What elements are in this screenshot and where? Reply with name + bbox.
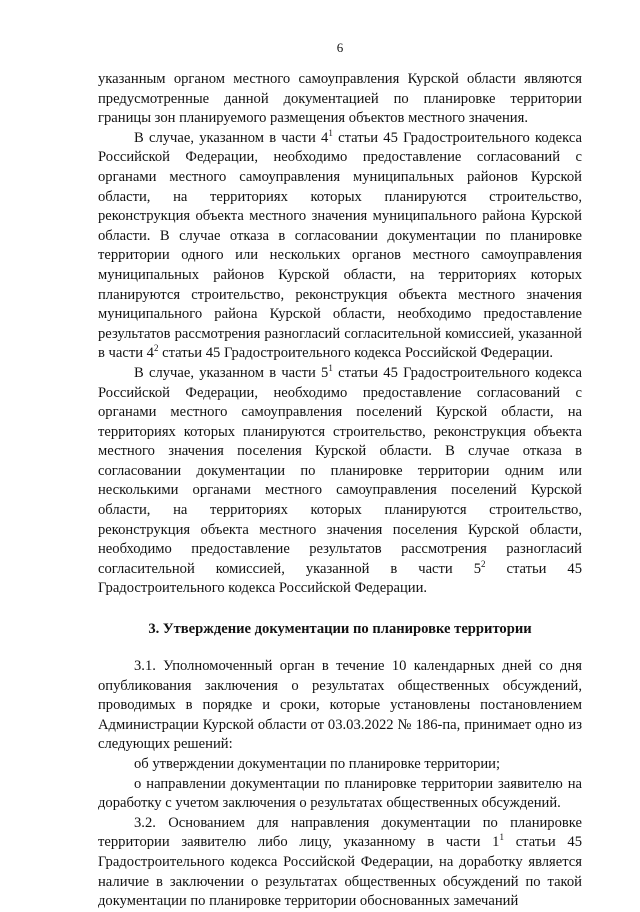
paragraph-continuation: указанным органом местного самоуправления Курской области являются предусмотренные данной документацией по планировке территории границы зон планируемого размещения объектов местного значения.: [98, 71, 582, 127]
superscript: 1: [499, 832, 504, 843]
text-run: В случае, указанном в части 4: [134, 129, 329, 146]
superscript: 1: [328, 363, 333, 374]
paragraph-3-2: [98, 814, 582, 912]
text-run: статьи 45 Градостроительного кодекса Российской Федерации.: [158, 345, 554, 362]
text-run: статьи 45 Градостроительного кодекса Российской Федерации, необходимо предоставление согласований с органами местного самоуправления муниципальных районов Курской области, на территориях которых планируются строительство, реконструкция объекта местного значения муниципального района Курской области. В случае отказа в согласовании документации по планировке территории одного или нескольких органов местного самоуправления муниципальных районов Курской области, на территориях которых планируются строительство, реконструкция объекта местного значения муниципального района Курской области, необходимо предоставление результатов рассмотрения разногласий согласительной комиссией, указанной в части 4: [98, 129, 582, 362]
text-run: статьи 45 Градостроительного кодекса Российской Федерации, на доработку является наличие в заключении о результатах общественных обсуждений по такой документации по планировке территории обоснованных замечаний: [98, 834, 582, 910]
text-run: статьи 45 Градостроительного кодекса Российской Федерации.: [98, 560, 582, 597]
list-item-revision: о направлении документации по планировке территории заявителю на доработку с учетом заключения о результатах общественных обсуждений.: [98, 775, 582, 812]
list-item-approval: об утверждении документации по планировке территории;: [134, 756, 501, 772]
section-heading: 3. Утверждение документации по планировке территории: [148, 621, 532, 638]
paragraph-part-5-1: [98, 364, 582, 599]
text-run: В случае, указанном в части 5: [134, 364, 329, 381]
paragraph-3-1: 3.1. Уполномоченный орган в течение 10 календарных дней со дня опубликования заключения о результатах общественных обсуждений, проводимых в порядке и сроки, которые установлены постановлением Администрации Курской области от 03.03.2022 № 186-па, принимает одно из следующих решений:: [98, 658, 582, 753]
text-run: статьи 45 Градостроительного кодекса Российской Федерации, необходимо предоставление согласований с органами местного самоуправления поселений Курской области, на территориях которых планируются строительство, реконструкция объекта местного значения поселения Курской области. В случае отказа в согласовании документации по планировке территории одним или несколькими органами местного самоуправления поселений Курской области, на территориях которых планируются строительство, реконструкция объекта местного значения поселения Курской области, необходимо предоставление результатов рассмотрения разногласий согласительной комиссией, указанной в части 5: [98, 364, 582, 577]
superscript: 1: [328, 127, 333, 138]
text-run: 3.2. Основанием для направления документации по планировке территории заявителю либо лицу, указанному в части 1: [98, 814, 582, 851]
page-number: 6: [336, 40, 344, 55]
paragraph-part-4-1: [98, 129, 582, 364]
superscript: 2: [153, 343, 159, 354]
superscript: 2: [481, 558, 486, 569]
